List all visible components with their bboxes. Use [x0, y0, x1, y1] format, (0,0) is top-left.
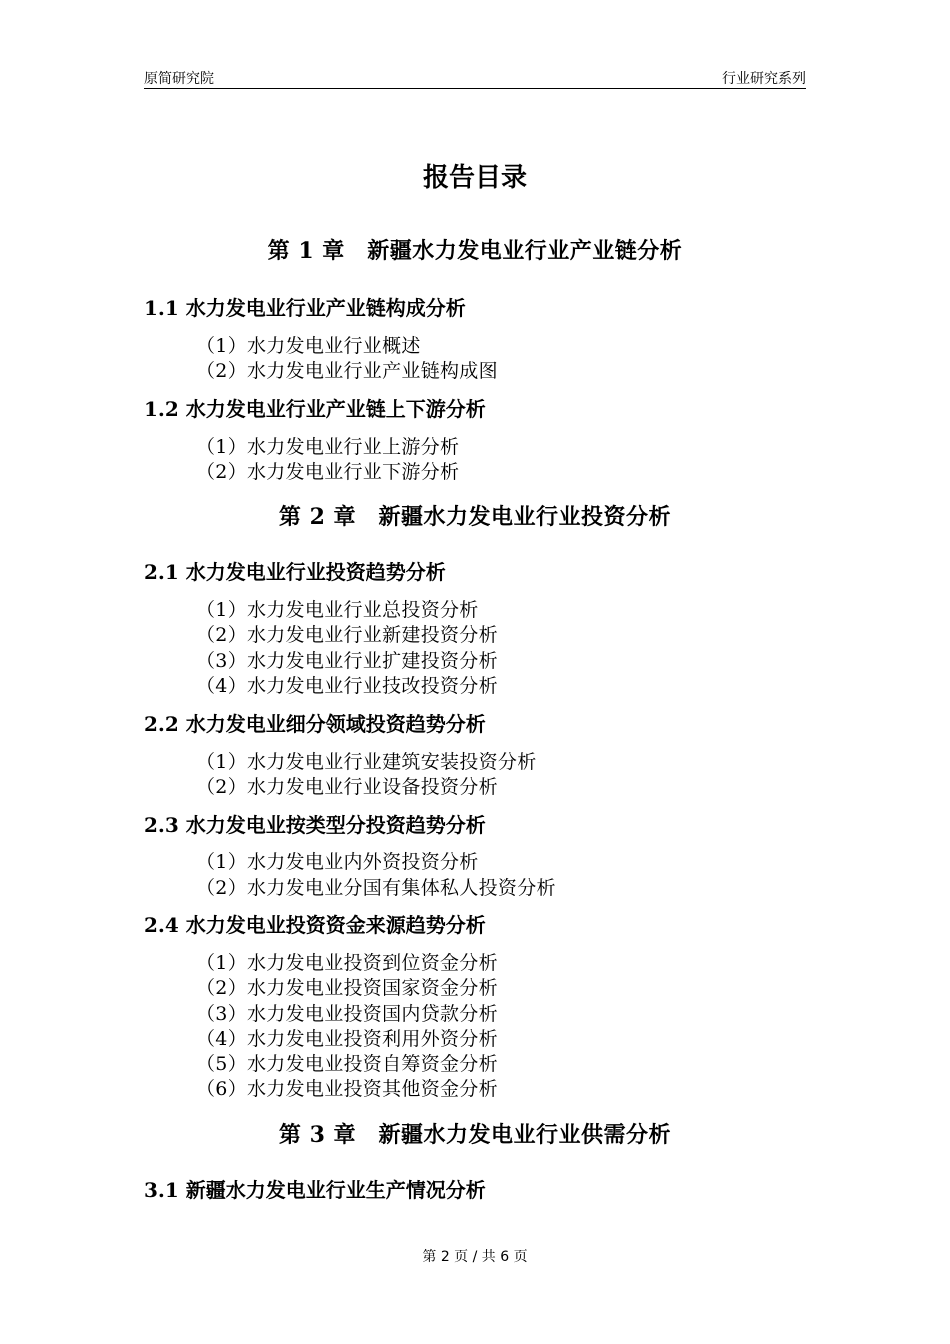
header-series: 行业研究系列: [722, 70, 806, 86]
chapter-heading: 第 3 章 新疆水力发电业行业供需分析: [278, 1122, 672, 1148]
toc-item: （2）水力发电业行业新建投资分析: [196, 624, 498, 646]
toc-item: （6）水力发电业投资其他资金分析: [196, 1078, 498, 1100]
toc-item: （2）水力发电业分国有集体私人投资分析: [196, 877, 556, 899]
toc-item: （1）水力发电业内外资投资分析: [196, 851, 479, 873]
toc-item: （4）水力发电业行业技改投资分析: [196, 675, 498, 697]
toc-item: （1）水力发电业行业建筑安装投资分析: [196, 751, 537, 773]
page-header: [144, 68, 806, 89]
toc-item: （4）水力发电业投资利用外资分析: [196, 1028, 498, 1050]
section-heading: 3.1 新疆水力发电业行业生产情况分析: [144, 1178, 486, 1202]
toc-item: （3）水力发电业投资国内贷款分析: [196, 1003, 498, 1025]
section-heading: 2.3 水力发电业按类型分投资趋势分析: [144, 813, 486, 837]
toc-item: （2）水力发电业行业下游分析: [196, 461, 460, 483]
section-heading: 2.4 水力发电业投资资金来源趋势分析: [144, 913, 486, 937]
toc-item: （1）水力发电业行业概述: [196, 335, 421, 357]
chapter-heading: 第 1 章 新疆水力发电业行业产业链分析: [267, 238, 683, 264]
toc-item: （2）水力发电业行业设备投资分析: [196, 776, 498, 798]
page-number: 第 2 页 / 共 6 页: [422, 1249, 528, 1265]
chapter-heading: 第 2 章 新疆水力发电业行业投资分析: [278, 504, 672, 530]
section-heading: 1.1 水力发电业行业产业链构成分析: [144, 296, 466, 320]
section-heading: 1.2 水力发电业行业产业链上下游分析: [144, 397, 486, 421]
toc-item: （5）水力发电业投资自筹资金分析: [196, 1053, 498, 1075]
toc-item: （2）水力发电业投资国家资金分析: [196, 977, 498, 999]
toc-item: （1）水力发电业投资到位资金分析: [196, 952, 498, 974]
toc-item: （3）水力发电业行业扩建投资分析: [196, 650, 498, 672]
toc-item: （1）水力发电业行业上游分析: [196, 436, 460, 458]
page-title: 报告目录: [422, 163, 527, 193]
section-heading: 2.1 水力发电业行业投资趋势分析: [144, 560, 446, 584]
toc-item: （2）水力发电业行业产业链构成图: [196, 360, 498, 382]
header-org: 原简研究院: [144, 70, 214, 86]
toc-item: （1）水力发电业行业总投资分析: [196, 599, 479, 621]
section-heading: 2.2 水力发电业细分领域投资趋势分析: [144, 712, 486, 736]
